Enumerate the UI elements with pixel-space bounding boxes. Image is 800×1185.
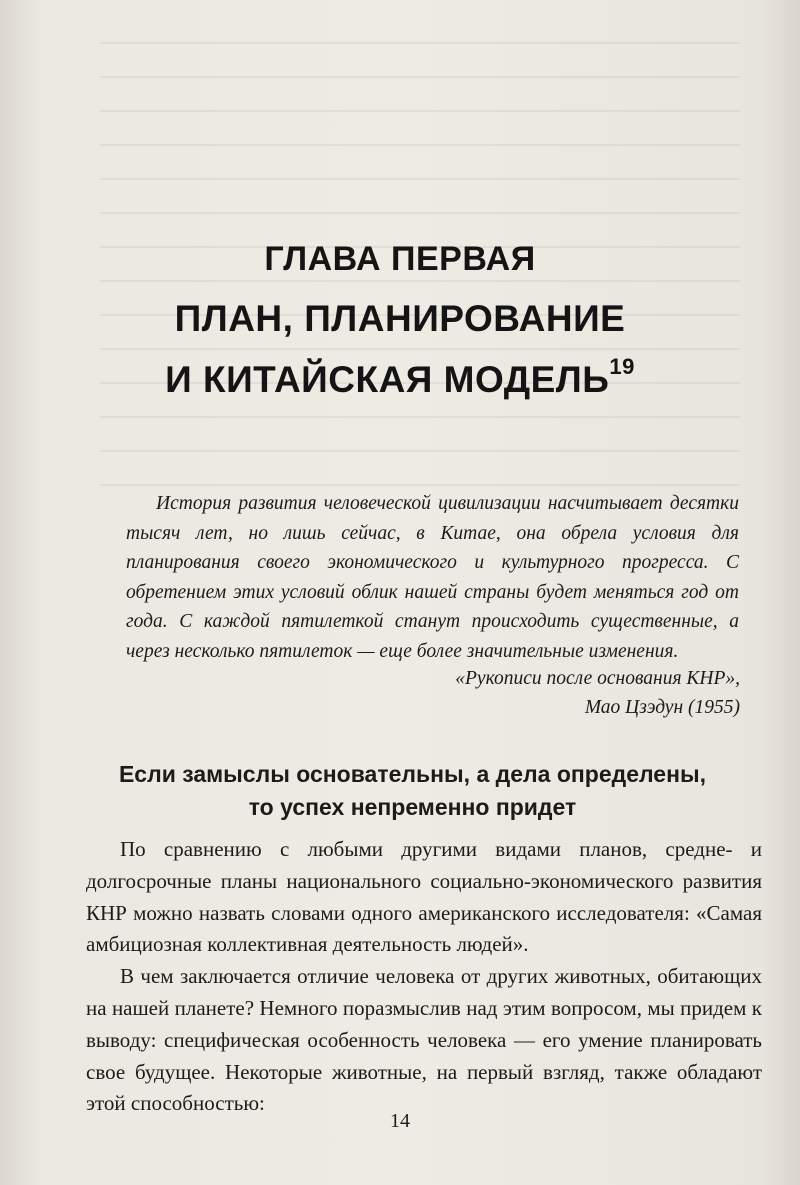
- footnote-reference[interactable]: 19: [609, 354, 635, 379]
- body-paragraph: По сравнению с любыми другими видами планов, средне- и долгосрочные планы национального социально-экономического развития КНР можно назвать словами одного американского исследователя: «Самая амбициозная коллективная деятельность людей».: [86, 837, 762, 957]
- section-heading-line2: то успех непременно придет: [248, 794, 577, 820]
- epigraph-source-title: «Рукописи после основания КНР»,: [455, 668, 740, 689]
- epigraph-source-author: Мао Цзэдун (1955): [584, 697, 740, 718]
- chapter-title-line2: И КИТАЙСКАЯ МОДЕЛЬ: [165, 359, 610, 400]
- chapter-title-line1: ПЛАН, ПЛАНИРОВАНИЕ: [174, 298, 626, 339]
- page-number: 14: [390, 1110, 410, 1132]
- chapter-label: ГЛАВА ПЕРВАЯ: [264, 240, 536, 278]
- chapter-title-line2-wrap: [0, 343, 800, 404]
- chapter-title: [0, 295, 800, 404]
- section-heading-line1: Если замыслы основательны, а дела определены,: [118, 761, 707, 787]
- section-heading: [90, 758, 735, 824]
- epigraph-source: [455, 664, 740, 722]
- body-text: [86, 834, 762, 1120]
- epigraph-text: История развития человеческой цивилизации насчитывает десятки тысяч лет, но лишь сейчас, в Китае, она обрела условия для планирования своего экономического и культурного прогресса. С обретением этих условий облик нашей страны будет меняться год от года. С каждой пятилеткой станут происходить существенные, а через несколько пятилеток — еще более значительные изменения.: [126, 493, 739, 662]
- body-paragraph: В чем заключается отличие человека от других животных, обитающих на нашей планете? Немного поразмыслив над этим вопросом, мы придем к выводу: специфическая особенность человека — его умение планировать свое будущее. Некоторые животные, на первый взгляд, также обладают этой способностью:: [86, 964, 762, 1116]
